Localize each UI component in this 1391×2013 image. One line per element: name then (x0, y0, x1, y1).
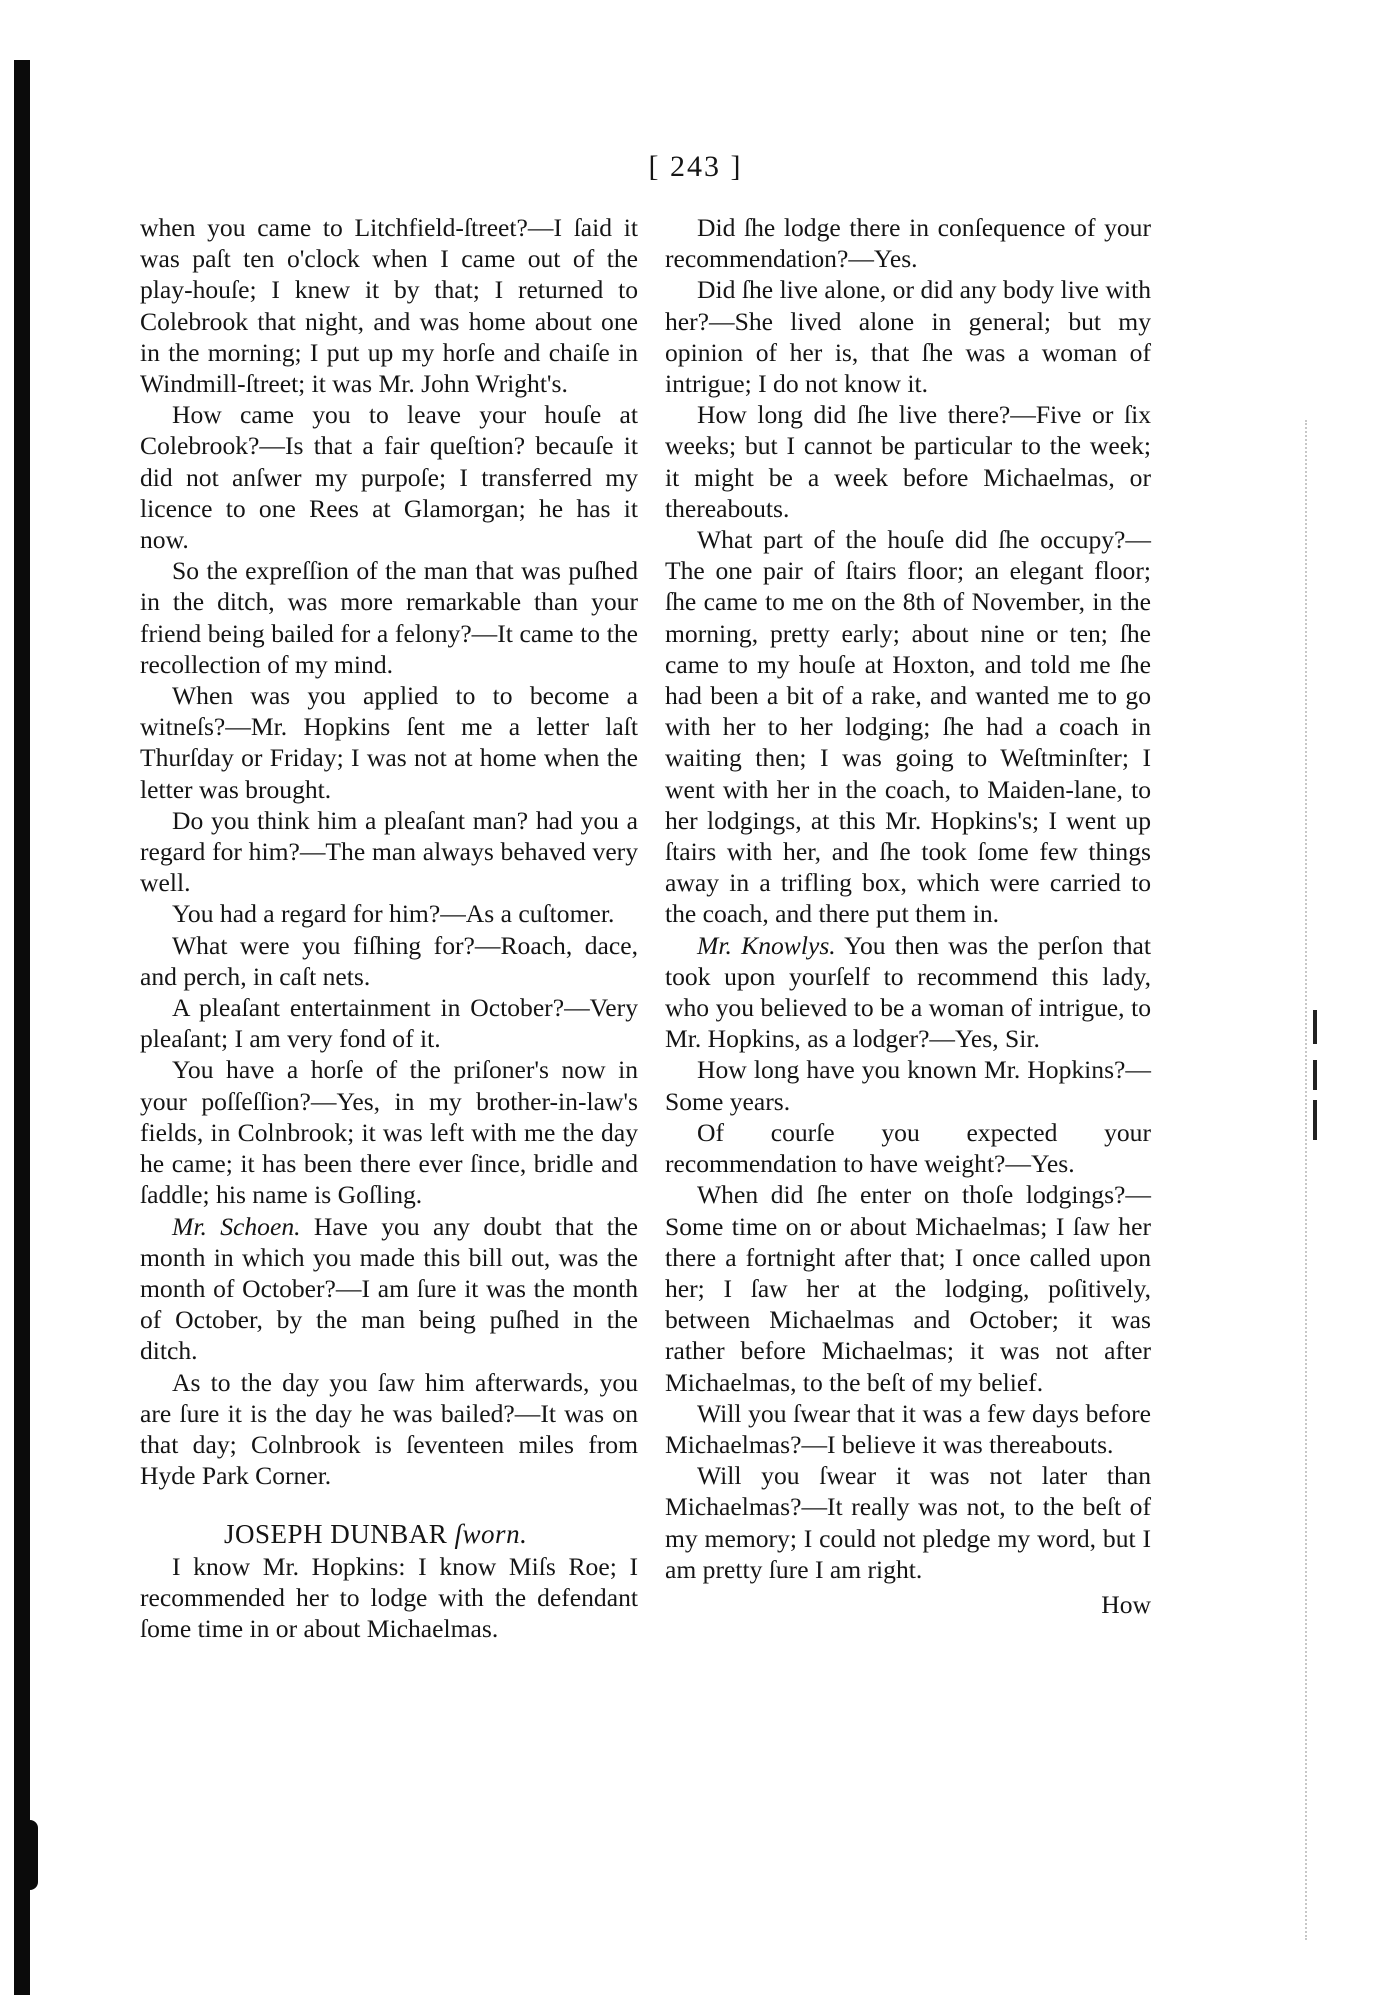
page-edge-mark (1313, 1100, 1317, 1140)
right-column (665, 212, 1151, 1620)
paragraph: Did ſhe live alone, or did any body live with her?—She lived alone in general; but my opinion of her is, that ſhe was a woman of intrigue; I do not know it. (665, 275, 1151, 399)
catchword: How (1101, 1589, 1151, 1619)
paragraph: when you came to Litchfield-ſtreet?—I ſaid it was paſt ten o'clock when I came out of the play-houſe; I knew it by that; I returned to Colebrook that night, and was home about one in the morning; I put up my horſe and chaiſe in Windmill-ſtreet; it was Mr. John Wright's. (140, 213, 638, 399)
paragraph: You have a horſe of the priſoner's now in your poſſeſſion?—Yes, in my brother-in-law's fields, in Colnbrook; it was left with me the day he came; it has been there ever ſince, bridle and ſaddle; his name is Goſling. (140, 1055, 638, 1210)
paragraph: Did ſhe lodge there in conſequence of your recommendation?—Yes. (665, 213, 1151, 274)
paragraph: How long did ſhe live there?—Five or ſix weeks; but I cannot be particular to the week; it might be a week before Michaelmas, or thereabouts. (665, 400, 1151, 523)
witness-name: JOSEPH DUNBAR (224, 1519, 448, 1550)
paragraph: Will you ſwear that it was a few days before Michaelmas?—I believe it was thereabouts. (665, 1398, 1151, 1459)
paragraph: What part of the houſe did ſhe occupy?—The one pair of ſtairs floor; an elegant floor; ſhe came to me on the 8th of November, in the morning, pretty early; about nine or ten; ſhe came to my houſe at Hoxton, and told me ſhe had been a bit of a rake, and wanted me to go with her to her lodging; ſhe had a coach in waiting then; I was going to Weſtminſter; I went with her in the coach, to Maiden-lane, to her lodgings, at this Mr. Hopkins's; I went up ſtairs with her, and ſhe took ſome few things away in a trifling box, which were carried to the coach, and there put them in. (665, 525, 1151, 929)
paragraph: As to the day you ſaw him afterwards, you are ſure it is the day he was bailed?—It was on that day; Colnbrook is ſeventeen miles from Hyde Park Corner. (140, 1367, 638, 1491)
page-edge-marks (1305, 420, 1327, 1940)
paragraph: So the expreſſion of the man that was puſhed in the ditch, was more remarkable than your friend being bailed for a felony?—It came to the recollection of my mind. (140, 556, 638, 679)
paragraph (665, 930, 1151, 1055)
left-column (140, 212, 638, 1644)
paragraph (140, 1211, 638, 1367)
speaker-name: Mr. Knowlys. (697, 930, 836, 960)
paragraph: When did ſhe enter on thoſe lodgings?—Some time on or about Michaelmas; I ſaw her there a fortnight after that; I once called upon her; I ſaw her at the lodging, poſitively, between Michaelmas and October; it was rather before Michaelmas; it was not after Michaelmas, to the beſt of my belief. (665, 1180, 1151, 1397)
page-number-header: [ 243 ] (648, 150, 743, 183)
speaker-name: Mr. Schoen. (172, 1211, 301, 1241)
paragraph: A pleaſant entertainment in October?—Very pleaſant; I am very fond of it. (140, 993, 638, 1054)
paragraph: What were you fiſhing for?—Roach, dace, and perch, in caſt nets. (140, 930, 638, 991)
paragraph: Will you ſwear it was not later than Michaelmas?—It really was not, to the beſt of my memory; I could not pledge my word, but I am pretty ſure I am right. (665, 1461, 1151, 1584)
paragraph: How long have you known Mr. Hopkins?—Some years. (665, 1055, 1151, 1116)
paragraph: Of courſe you expected your recommendation to have weight?—Yes. (665, 1117, 1151, 1179)
binding-notch (26, 1820, 38, 1890)
paragraph: I know Mr. Hopkins: I know Miſs Roe; I recommended her to lodge with the defendant ſome time in or about Michaelmas. (140, 1551, 638, 1643)
sworn-label: ſworn. (454, 1519, 528, 1550)
paragraph-text: You then was the perſon that took upon yourſelf to recommend this lady, who you believed to be a woman of intrigue, to Mr. Hopkins, as a lodger?—Yes, Sir. (665, 930, 1151, 1054)
paragraph-text: Have you any doubt that the month in which you made this bill out, was the month of October?—I am ſure it was the month of October, by the man being puſhed in the ditch. (140, 1211, 638, 1366)
page-edge-mark (1313, 1010, 1317, 1044)
paragraph: Do you think him a pleaſant man? had you a regard for him?—The man always behaved very well. (140, 805, 638, 898)
page-edge-mark (1313, 1060, 1317, 1090)
paragraph: You had a regard for him?—As a cuſtomer. (172, 899, 615, 929)
paragraph: How came you to leave your houſe at Colebrook?—Is that a fair queſtion? becauſe it did not anſwer my purpoſe; I transferred my licence to one Rees at Glamorgan; he has it now. (140, 400, 638, 555)
book-binding-edge (14, 60, 30, 1995)
paragraph: When was you applied to to become a witneſs?—Mr. Hopkins ſent me a letter laſt Thurſday or Friday; I was not at home when the letter was brought. (140, 681, 638, 804)
witness-heading (140, 1519, 638, 1550)
